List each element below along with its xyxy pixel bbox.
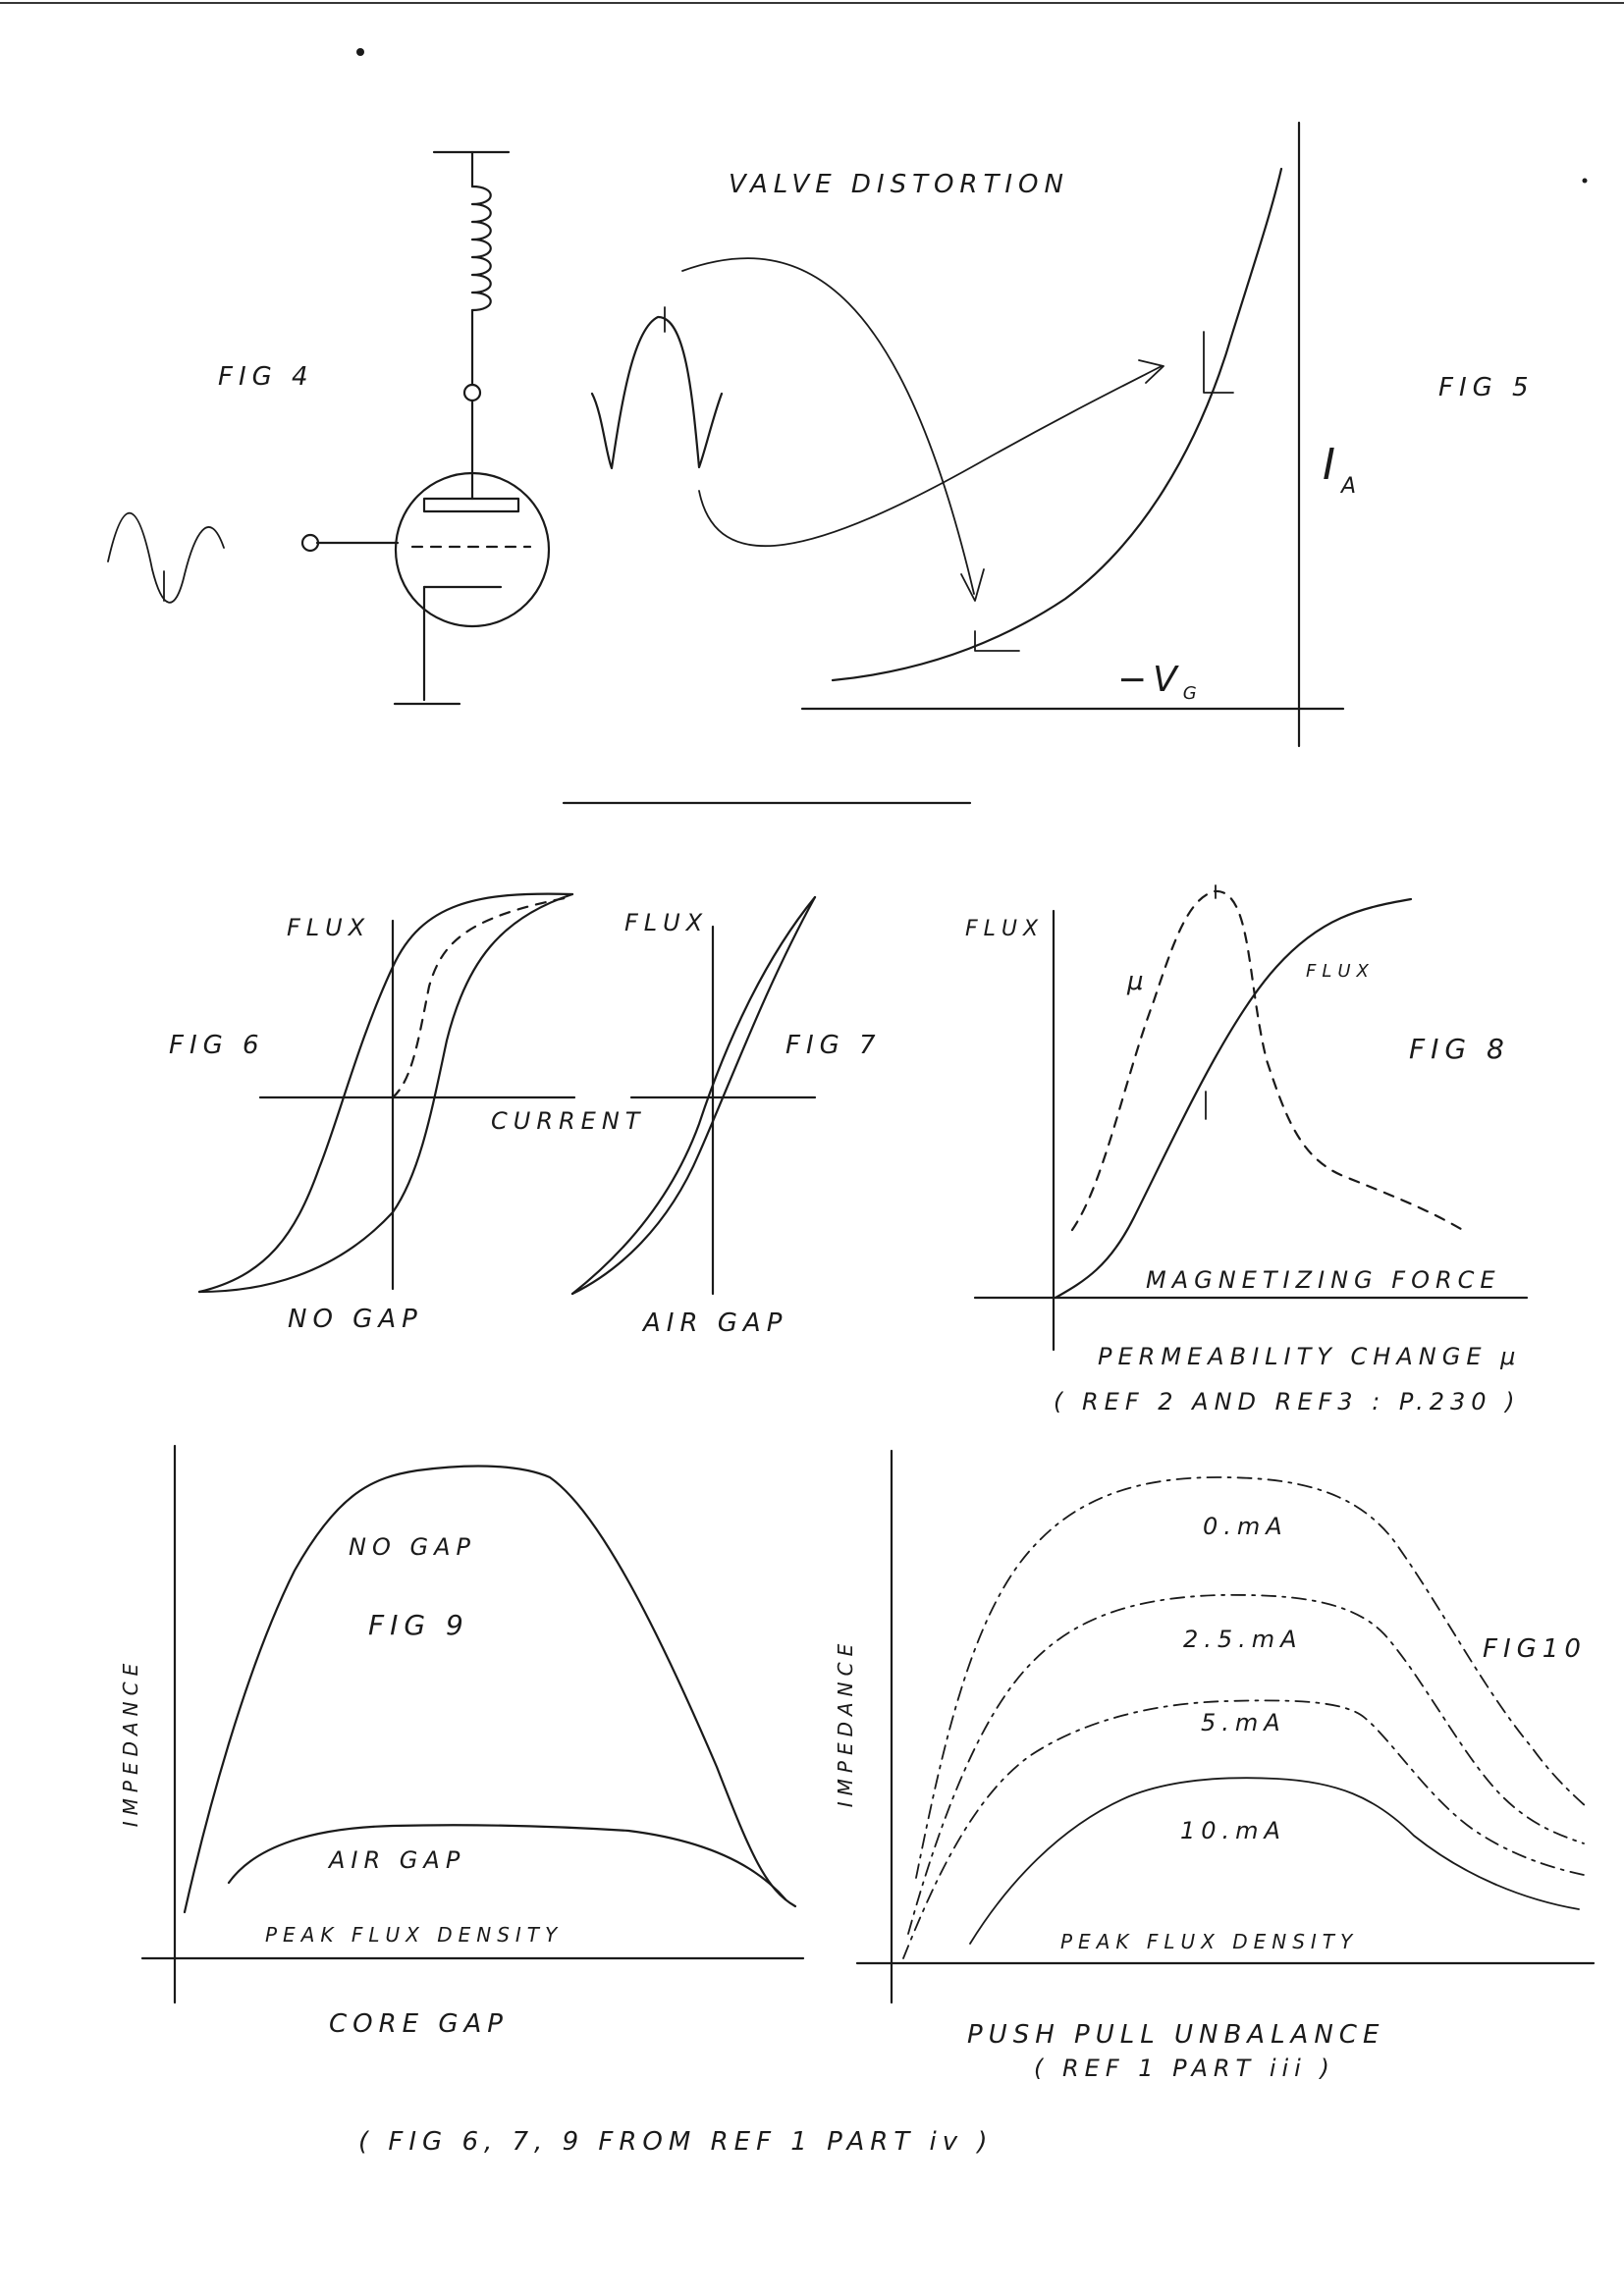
fig9-core-gap [119, 1446, 803, 2039]
fig10-y-label: IMPEDANCE [834, 1637, 857, 1808]
fig8-x-label: MAGNETIZING FORCE [1146, 1266, 1501, 1294]
fig7-loop-upper [572, 897, 815, 1294]
fig5-y-label-sub: A [1340, 474, 1363, 499]
fig6-initial-magnetization [393, 898, 565, 1097]
bracket-lower [975, 631, 1019, 651]
grid-input-wave [592, 317, 722, 468]
input-sine-wave [108, 513, 224, 603]
fig9-curve-label-no-gap: NO GAP [349, 1533, 476, 1561]
fig6-y-label: FLUX [287, 914, 371, 941]
fig9-label: FIG 9 [368, 1609, 469, 1641]
fig9-y-label: IMPEDANCE [119, 1657, 142, 1828]
fig8-label: FIG 8 [1409, 1033, 1510, 1065]
fig5-title: VALVE DISTORTION [729, 170, 1069, 199]
transfer-characteristic-curve [833, 169, 1281, 680]
ink-dot [1583, 179, 1588, 184]
fig8-flux-curve-label: FLUX [1306, 961, 1375, 982]
fig5-valve-distortion [592, 123, 1535, 746]
arrow-to-upper [699, 366, 1162, 546]
fig8-caption-line1: PERMEABILITY CHANGE μ [1098, 1343, 1522, 1370]
fig8-y-label: FLUX [965, 917, 1045, 941]
fig8-permeability-change [965, 885, 1527, 1415]
inductor-coil [472, 187, 491, 310]
fig10-x-label: PEAK FLUX DENSITY [1060, 1930, 1359, 1953]
fig9-curve-air-gap [229, 1825, 785, 1899]
anode-terminal [464, 385, 480, 400]
fig5-x-label-sub: G [1182, 683, 1203, 704]
fig5-x-label [1117, 660, 1203, 704]
fig4-label: FIG 4 [218, 362, 314, 392]
fig6-hysteresis-no-gap [169, 894, 645, 1334]
fig9-caption: CORE GAP [329, 2009, 509, 2039]
grid-terminal [302, 535, 318, 551]
valve-anode-plate [424, 499, 518, 511]
fig10-push-pull-unbalance [834, 1451, 1594, 2082]
fig10-curve-label-2-5ma: 2.5.mA [1183, 1626, 1303, 1653]
fig5-x-label-main: −V [1117, 660, 1183, 700]
fig7-loop-lower [572, 897, 815, 1294]
fig10-caption-line2: ( REF 1 PART iii ) [1034, 2055, 1335, 2082]
fig8-caption-line2: ( REF 2 AND REF3 : P.230 ) [1054, 1388, 1521, 1415]
fig9-curve-label-air-gap: AIR GAP [329, 1846, 466, 1874]
fig7-label: FIG 7 [785, 1031, 882, 1060]
fig8-mu-label: μ [1127, 967, 1150, 996]
fig8-permeability-curve [1072, 891, 1461, 1230]
fig5-y-label [1323, 440, 1362, 499]
fig6-loop-lower [199, 894, 572, 1292]
fig10-curve-label-5ma: 5.mA [1201, 1709, 1286, 1736]
fig9-curve-no-gap [185, 1467, 795, 1912]
fig8-flux-curve [1056, 899, 1411, 1298]
ink-dot [356, 48, 364, 56]
fig7-y-label: FLUX [624, 909, 709, 936]
fig4-circuit-diagram [108, 152, 549, 704]
fig10-curve-label-0ma: 0.mA [1203, 1513, 1288, 1540]
fig6-label: FIG 6 [169, 1031, 265, 1060]
footer-note: ( FIG 6, 7, 9 FROM REF 1 PART iv ) [358, 2127, 994, 2157]
fig6-caption: NO GAP [288, 1305, 423, 1334]
fig7-caption: AIR GAP [643, 1308, 788, 1338]
fig10-curve-10ma [970, 1778, 1579, 1944]
bracket-upper [1204, 332, 1233, 393]
fig10-curve-label-10ma: 10.mA [1180, 1817, 1286, 1844]
fig10-label: FIG10 [1483, 1634, 1587, 1664]
fig6-loop-upper [199, 894, 572, 1292]
fig10-caption-line1: PUSH PULL UNBALANCE [967, 2020, 1385, 2050]
fig5-label: FIG 5 [1438, 373, 1535, 402]
fig9-x-label: PEAK FLUX DENSITY [265, 1923, 564, 1947]
fig5-y-label-main: I [1323, 440, 1341, 490]
fig6-x-label: CURRENT [491, 1107, 646, 1135]
arrow-to-lower [682, 258, 974, 594]
